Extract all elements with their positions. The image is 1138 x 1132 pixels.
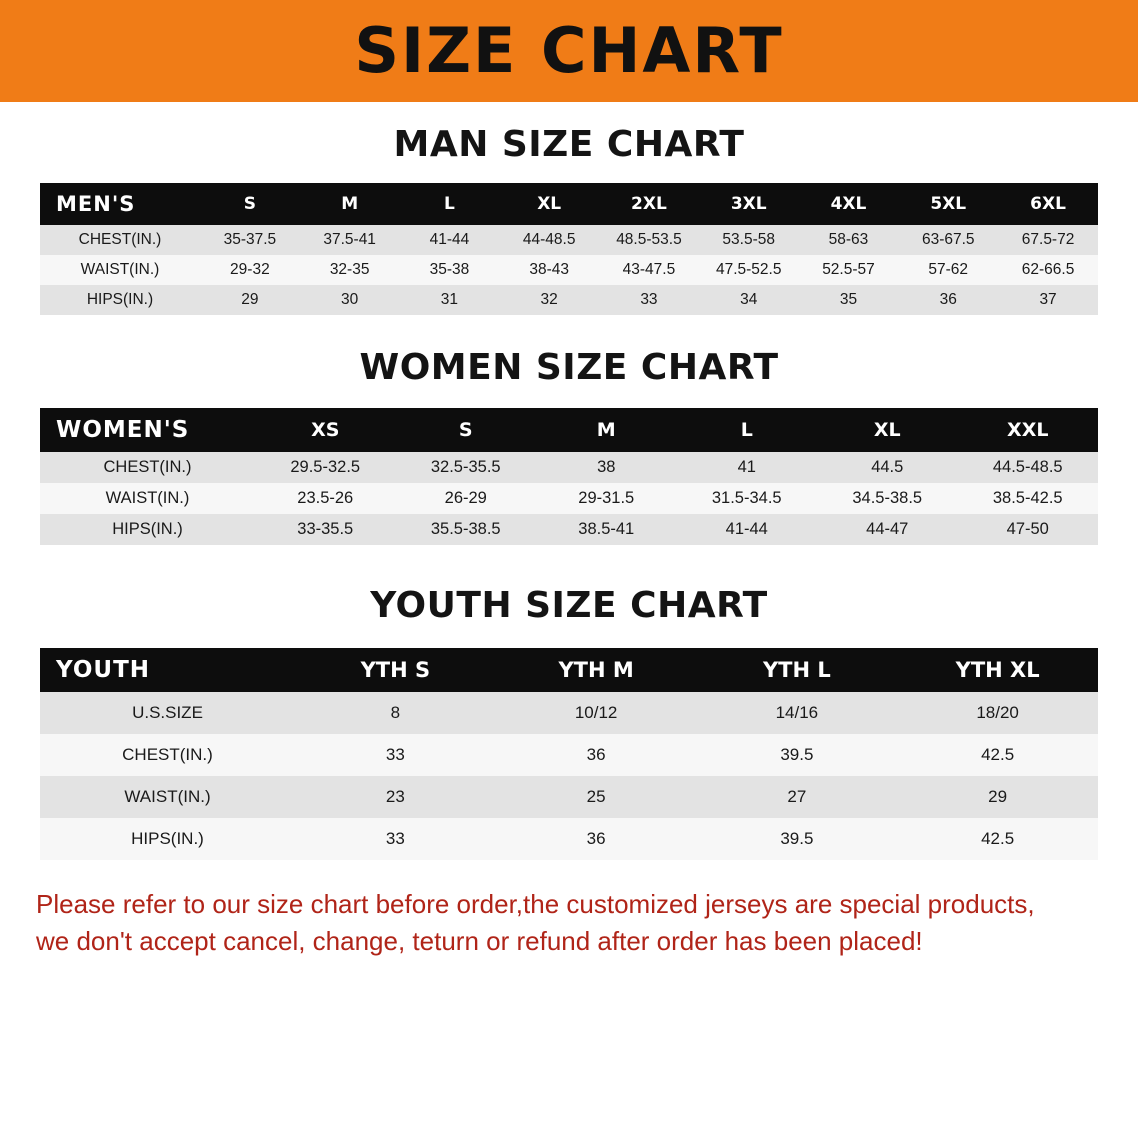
women-chest-m: 38 (536, 452, 677, 483)
page-title: SIZE CHART (354, 14, 784, 87)
table-row (40, 255, 1098, 285)
man-section-heading: MAN SIZE CHART (393, 124, 745, 165)
youth-us-size-s: 8 (295, 692, 496, 734)
men-chest-4xl: 58-63 (799, 225, 899, 255)
women-chest-xs: 29.5-32.5 (255, 452, 396, 483)
men-hips-4xl: 35 (799, 285, 899, 315)
men-row-label-chest: CHEST(IN.) (40, 225, 200, 255)
women-hips-xs: 33-35.5 (255, 514, 396, 545)
table-header-row (40, 648, 1098, 692)
youth-row-label-us-size: U.S.SIZE (40, 692, 295, 734)
man-size-table-wrapper (40, 183, 1098, 315)
men-col-header-5xl: 5XL (898, 183, 998, 225)
women-waist-m: 29-31.5 (536, 483, 677, 514)
table-row (40, 776, 1098, 818)
men-chest-3xl: 53.5-58 (699, 225, 799, 255)
women-col-header-xxl: XXL (958, 408, 1099, 452)
men-hips-s: 29 (200, 285, 300, 315)
men-row-label-hips: HIPS(IN.) (40, 285, 200, 315)
table-row (40, 692, 1098, 734)
women-hips-l: 41-44 (677, 514, 818, 545)
youth-size-table (40, 648, 1098, 860)
table-row (40, 734, 1098, 776)
youth-col-header-m: YTH M (496, 648, 697, 692)
youth-chest-l: 39.5 (697, 734, 898, 776)
women-hips-xxl: 47-50 (958, 514, 1099, 545)
table-row (40, 483, 1098, 514)
women-size-table-wrapper (40, 408, 1098, 545)
men-col-header-4xl: 4XL (799, 183, 899, 225)
men-chest-l: 41-44 (400, 225, 500, 255)
youth-hips-xl: 42.5 (897, 818, 1098, 860)
youth-chest-xl: 42.5 (897, 734, 1098, 776)
women-row-label-hips: HIPS(IN.) (40, 514, 255, 545)
women-col-header-m: M (536, 408, 677, 452)
men-col-header-3xl: 3XL (699, 183, 799, 225)
men-row-label-waist: WAIST(IN.) (40, 255, 200, 285)
men-col-header-2xl: 2XL (599, 183, 699, 225)
youth-waist-s: 23 (295, 776, 496, 818)
men-hips-5xl: 36 (898, 285, 998, 315)
youth-waist-m: 25 (496, 776, 697, 818)
women-col-header-s: S (396, 408, 537, 452)
youth-row-label-waist: WAIST(IN.) (40, 776, 295, 818)
youth-col-header-l: YTH L (697, 648, 898, 692)
men-waist-4xl: 52.5-57 (799, 255, 899, 285)
men-waist-l: 35-38 (400, 255, 500, 285)
women-waist-xs: 23.5-26 (255, 483, 396, 514)
women-row-label-waist: WAIST(IN.) (40, 483, 255, 514)
women-col-header-xs: XS (255, 408, 396, 452)
men-hips-xl: 32 (499, 285, 599, 315)
men-waist-5xl: 57-62 (898, 255, 998, 285)
table-header-row (40, 408, 1098, 452)
men-waist-m: 32-35 (300, 255, 400, 285)
men-chest-2xl: 48.5-53.5 (599, 225, 699, 255)
policy-note (36, 886, 1102, 960)
size-chart-banner (0, 0, 1138, 102)
men-hips-3xl: 34 (699, 285, 799, 315)
youth-chest-s: 33 (295, 734, 496, 776)
women-hips-xl: 44-47 (817, 514, 958, 545)
men-chest-xl: 44-48.5 (499, 225, 599, 255)
men-waist-3xl: 47.5-52.5 (699, 255, 799, 285)
women-chest-l: 41 (677, 452, 818, 483)
youth-chest-m: 36 (496, 734, 697, 776)
youth-hips-l: 39.5 (697, 818, 898, 860)
women-chest-xxl: 44.5-48.5 (958, 452, 1099, 483)
women-hips-m: 38.5-41 (536, 514, 677, 545)
youth-row-label-hips: HIPS(IN.) (40, 818, 295, 860)
policy-note-line-1: Please refer to our size chart before order,the customized jerseys are special products, (36, 889, 1035, 919)
youth-waist-xl: 29 (897, 776, 1098, 818)
youth-hips-m: 36 (496, 818, 697, 860)
men-chest-s: 35-37.5 (200, 225, 300, 255)
women-waist-xl: 34.5-38.5 (817, 483, 958, 514)
men-waist-s: 29-32 (200, 255, 300, 285)
youth-waist-l: 27 (697, 776, 898, 818)
men-waist-2xl: 43-47.5 (599, 255, 699, 285)
men-hips-6xl: 37 (998, 285, 1098, 315)
men-col-header-s: S (200, 183, 300, 225)
table-header-row (40, 183, 1098, 225)
men-chest-5xl: 63-67.5 (898, 225, 998, 255)
women-row-label-header: WOMEN'S (40, 408, 255, 452)
man-size-table (40, 183, 1098, 315)
men-col-header-l: L (400, 183, 500, 225)
table-row (40, 514, 1098, 545)
youth-us-size-m: 10/12 (496, 692, 697, 734)
men-col-header-xl: XL (499, 183, 599, 225)
men-hips-l: 31 (400, 285, 500, 315)
women-col-header-l: L (677, 408, 818, 452)
men-chest-m: 37.5-41 (300, 225, 400, 255)
youth-us-size-l: 14/16 (697, 692, 898, 734)
table-row (40, 225, 1098, 255)
women-chest-s: 32.5-35.5 (396, 452, 537, 483)
women-col-header-xl: XL (817, 408, 958, 452)
men-hips-2xl: 33 (599, 285, 699, 315)
table-row (40, 818, 1098, 860)
table-row (40, 452, 1098, 483)
youth-row-label-chest: CHEST(IN.) (40, 734, 295, 776)
policy-note-line-2: we don't accept cancel, change, teturn or refund after order has been placed! (36, 925, 923, 956)
men-chest-6xl: 67.5-72 (998, 225, 1098, 255)
youth-row-label-header: YOUTH (40, 648, 295, 692)
youth-hips-s: 33 (295, 818, 496, 860)
men-waist-xl: 38-43 (499, 255, 599, 285)
youth-col-header-xl: YTH XL (897, 648, 1098, 692)
women-section-heading: WOMEN SIZE CHART (359, 347, 779, 388)
table-row (40, 285, 1098, 315)
men-hips-m: 30 (300, 285, 400, 315)
men-col-header-6xl: 6XL (998, 183, 1098, 225)
youth-us-size-xl: 18/20 (897, 692, 1098, 734)
men-row-label-header: MEN'S (40, 183, 200, 225)
women-row-label-chest: CHEST(IN.) (40, 452, 255, 483)
women-waist-l: 31.5-34.5 (677, 483, 818, 514)
youth-col-header-s: YTH S (295, 648, 496, 692)
women-chest-xl: 44.5 (817, 452, 958, 483)
youth-size-table-wrapper (40, 648, 1098, 860)
women-waist-xxl: 38.5-42.5 (958, 483, 1099, 514)
men-waist-6xl: 62-66.5 (998, 255, 1098, 285)
women-hips-s: 35.5-38.5 (396, 514, 537, 545)
women-size-table (40, 408, 1098, 545)
women-waist-s: 26-29 (396, 483, 537, 514)
youth-section-heading: YOUTH SIZE CHART (370, 585, 768, 626)
men-col-header-m: M (300, 183, 400, 225)
